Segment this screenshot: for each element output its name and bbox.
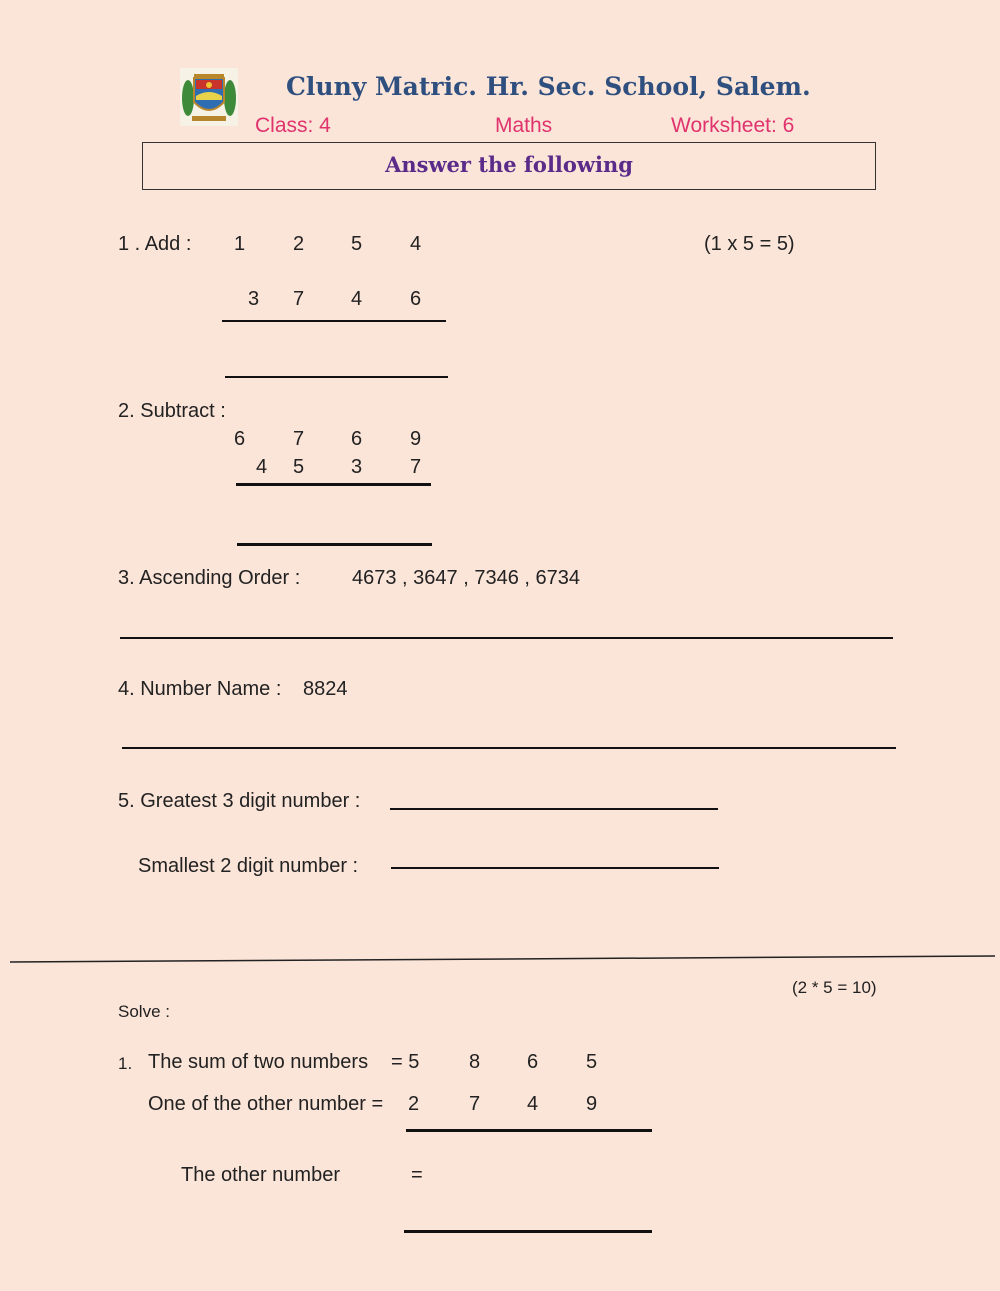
q1-digit: 1 [234,233,246,255]
sum-label: The sum of two numbers [148,1051,369,1073]
q1-label: 1 . Add : [118,233,192,255]
sum-digit: 5 [586,1051,598,1073]
q1-digit: 7 [293,288,305,310]
q4-number: 8824 [303,678,348,700]
q1-digit: 6 [410,288,422,310]
q2-digit: 9 [410,428,422,450]
q5-greatest-label: 5. Greatest 3 digit number : [118,790,361,812]
q1-digit: 4 [351,288,363,310]
q3-numbers: 4673 , 3647 , 7346 , 6734 [352,567,580,589]
section-divider [0,950,1000,966]
q2-label: 2. Subtract : [118,400,226,422]
other-label: One of the other number = [148,1093,384,1115]
subject-label: Maths [495,114,553,137]
q2-difference-line [236,483,431,486]
instruction-title: Answer the following [385,152,633,177]
sum-equals: = 5 [391,1051,420,1073]
other-digit: 4 [527,1093,539,1115]
q5-smallest-answer-line[interactable] [391,867,719,869]
q1-sum-line [222,320,446,322]
sum-digit: 8 [469,1051,481,1073]
q2-digit: 6 [351,428,363,450]
q4-answer-line[interactable] [122,747,896,749]
sum-digit: 6 [527,1051,539,1073]
q2-digit: 3 [351,456,363,478]
result-label: The other number [181,1164,340,1186]
q1-digit: 2 [293,233,305,255]
q2-digit: 5 [293,456,305,478]
worksheet-label: Worksheet: 6 [671,114,795,137]
other-digit: 2 [408,1093,420,1115]
solve-heading: Solve : [118,1002,170,1021]
q2-answer-line[interactable] [237,543,432,546]
q3-label: 3. Ascending Order : [118,567,301,589]
school-name: Cluny Matric. Hr. Sec. School, Salem. [286,72,811,101]
q2-digit: 6 [234,428,246,450]
solve-marks: (2 * 5 = 10) [792,978,877,997]
class-label: Class: 4 [255,114,331,137]
q1-answer-line[interactable] [225,376,448,378]
q5-greatest-answer-line[interactable] [390,808,718,810]
other-digit: 9 [586,1093,598,1115]
q2-digit: 7 [293,428,305,450]
q1-digit: 4 [410,233,422,255]
other-digit: 7 [469,1093,481,1115]
solve-question-number: 1. [118,1054,133,1073]
q4-label: 4. Number Name : [118,678,282,700]
solve-rule-line [406,1129,652,1132]
q5-smallest-label: Smallest 2 digit number : [138,855,359,877]
school-crest-icon [180,68,238,126]
q1-digit: 5 [351,233,363,255]
q2-digit: 4 [256,456,268,478]
result-equals: = [411,1164,423,1186]
q2-digit: 7 [410,456,422,478]
q3-answer-line[interactable] [120,637,893,639]
q1-marks: (1 x 5 = 5) [704,233,795,255]
result-answer-line[interactable] [404,1230,652,1233]
q1-digit: 3 [248,288,260,310]
